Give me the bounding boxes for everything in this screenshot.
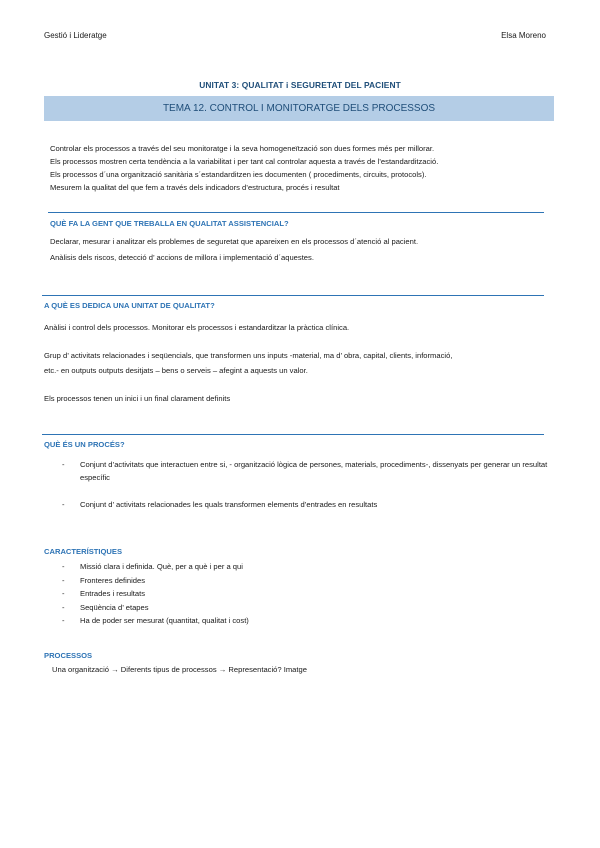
- header-left: Gestió i Lideratge: [44, 31, 107, 40]
- intro-line: Els processos d´una organització sanitària s´estandarditzen ies documenten ( procediments, circuits, protocols).: [50, 170, 427, 179]
- section-rule: [48, 212, 544, 213]
- list-item-text: Conjunt d’activitats que interactuen entre si, - organització lògica de persones, materials, procediments-, dissenyats per generar un resultat específic: [80, 460, 548, 482]
- section-rule: [42, 295, 544, 296]
- list-item-text: Fronteres definides: [80, 575, 146, 585]
- list-item: - Conjunt d’ activitats relacionades les quals transformen elements d’entrades en resultats: [62, 500, 378, 509]
- list-item: - Entrades i resultats: [62, 589, 145, 598]
- tema-title: TEMA 12. CONTROL I MONITORATGE DELS PROCESSOS: [162, 103, 436, 114]
- section-heading-caracteristiques: CARACTERÍSTIQUES: [44, 547, 123, 556]
- header-right: Elsa Moreno: [501, 31, 546, 40]
- intro-line: Els processos mostren certa tendència a la variabilitat i per tant cal controlar aquesta a través de l’estandardització.: [50, 157, 439, 166]
- list-item-text: Missió clara i definida. Què, per a què i per a qui: [80, 562, 243, 571]
- list-item-text: Seqüència d’ etapes: [80, 602, 149, 612]
- section-rule: [42, 434, 544, 435]
- section-heading-que-fa: QUÈ FA LA GENT QUE TREBALLA EN QUALITAT ASSISTENCIAL?: [50, 219, 289, 228]
- section1-line: Anàlisis dels riscos, detecció d’ accions de millora i implementació d´aquestes.: [50, 253, 314, 262]
- unit-title: UNITAT 3: QUALITAT i SEGURETAT DEL PACIENT: [199, 80, 401, 90]
- section2-paragraph-2b: etc.- en outputs outputs desitjats – bens o serveis – afegint a aquests un valor.: [44, 366, 308, 375]
- list-item: - Conjunt d’activitats que interactuen entre si, - organització lògica de persones, materials, procediments-, dissenyats per generar un resultat específic: [62, 460, 548, 482]
- intro-line: Controlar els processos a través del seu monitoratge i la seva homogeneïtzació son dues formes més per millorar.: [50, 144, 435, 153]
- list-item-text: Ha de poder ser mesurat (quantitat, qualitat i cost): [80, 616, 249, 625]
- section2-paragraph-1: Anàlisi i control dels processos. Monitorar els processos i estandarditzar la pràctica clínica.: [44, 323, 350, 332]
- list-item: - Ha de poder ser mesurat (quantitat, qualitat i cost): [62, 616, 249, 625]
- section2-paragraph-2a: Grup d’ activitats relacionades i seqüencials, que transformen uns inputs -material, ma d’ obra, capital, clients, informació,: [44, 351, 453, 360]
- processos-line: Una organització → Diferents tipus de processos → Representació? Imatge: [52, 665, 307, 674]
- list-item: - Missió clara i definida. Què, per a què i per a qui: [62, 562, 243, 571]
- list-item-text: Conjunt d’ activitats relacionades les quals transformen elements d’entrades en resultats: [80, 500, 378, 509]
- intro-block: [50, 142, 438, 194]
- section2-paragraph-3: Els processos tenen un inici i un final clarament definits: [44, 394, 231, 403]
- list-item-text: Entrades i resultats: [80, 589, 145, 598]
- section-heading-que-es-proces: QUÈ ÉS UN PROCÉS?: [44, 440, 125, 449]
- section1-line: Declarar, mesurar i analitzar els problemes de seguretat que apareixen en els processos d´atenció al pacient.: [50, 237, 419, 246]
- section-heading-processos: PROCESSOS: [44, 651, 93, 660]
- tema-banner: [44, 96, 554, 121]
- caracteristiques-list: [62, 560, 249, 628]
- proces-definition-list: [62, 458, 554, 512]
- section-heading-unitat-qualitat: A QUÈ ES DEDICA UNA UNITAT DE QUALITAT?: [44, 301, 215, 310]
- section1-body: [50, 234, 418, 266]
- list-item: - Fronteres definides: [62, 575, 146, 585]
- intro-line: Mesurem la qualitat del que fem a través dels indicadors d’estructura, procés i resultat: [50, 183, 340, 192]
- list-item: - Seqüència d’ etapes: [62, 602, 149, 612]
